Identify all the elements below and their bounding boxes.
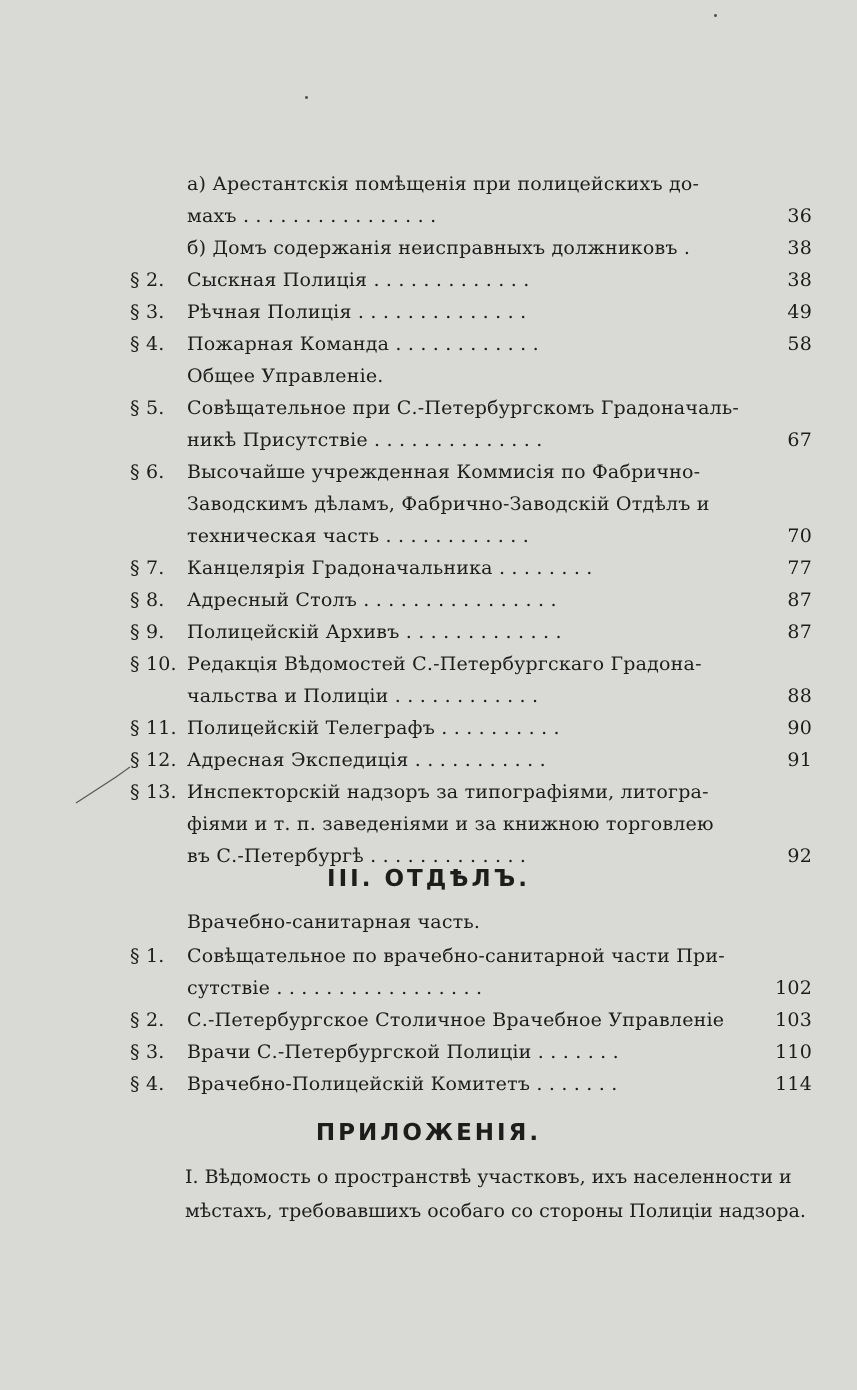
appendix-text: Вѣдомость о пространствѣ участковъ, ихъ населенности и мѣстахъ, требовавшихъ особаго со стороны Полиціи надзора. — [185, 1166, 806, 1222]
page-number: 91 — [787, 749, 812, 771]
page-number: 88 — [787, 685, 812, 707]
entry-title: Редакція Вѣдомостей С.-Петербургскаго Градона- — [187, 653, 702, 675]
appendix-number: I. — [185, 1166, 199, 1188]
entry-title: С.-Петербургское Столичное Врачебное Управленіе — [187, 1009, 725, 1031]
toc-line — [130, 808, 812, 840]
page-number: 38 — [787, 237, 812, 259]
entry-title: Канцелярія Градоначальника . . . . . . . . — [187, 557, 593, 579]
section-number: § 5. — [130, 397, 165, 419]
section-number: § 3. — [130, 301, 165, 323]
page-number: 110 — [775, 1041, 812, 1063]
entry-title: фіями и т. п. заведеніями и за книжною торговлею — [187, 813, 714, 835]
toc-line — [130, 940, 812, 972]
page-number: 90 — [787, 717, 812, 739]
toc-line — [130, 424, 812, 456]
toc-line — [130, 488, 812, 520]
toc-line — [130, 1068, 812, 1100]
toc-line — [130, 296, 812, 328]
section-number: § 1. — [130, 945, 165, 967]
toc-line — [130, 392, 812, 424]
toc-line — [130, 776, 812, 808]
section-number: § 2. — [130, 269, 165, 291]
section-number: § 9. — [130, 621, 165, 643]
entry-title: сутствіе . . . . . . . . . . . . . . . . . — [187, 977, 483, 999]
entry-title: Совѣщательное при С.-Петербургскомъ Градоначаль- — [187, 397, 740, 419]
entry-title: Полицейскій Телеграфъ . . . . . . . . . . — [187, 717, 560, 739]
toc-line — [130, 552, 812, 584]
entry-title: Полицейскій Архивъ . . . . . . . . . . . . . — [187, 621, 562, 643]
toc-line — [130, 232, 812, 264]
toc-line — [130, 584, 812, 616]
appendix-item — [185, 1160, 812, 1228]
entry-title: въ С.-Петербургѣ . . . . . . . . . . . . . — [187, 845, 527, 867]
toc-line — [130, 360, 812, 392]
section-number: § 8. — [130, 589, 165, 611]
entry-title: техническая часть . . . . . . . . . . . . — [187, 525, 530, 547]
toc-line — [130, 328, 812, 360]
section-number: § 13. — [130, 781, 177, 803]
toc-line — [130, 680, 812, 712]
section-number: § 7. — [130, 557, 165, 579]
toc-line — [130, 616, 812, 648]
entry-title: Врачи С.-Петербургской Полиціи . . . . . . . — [187, 1041, 619, 1063]
entry-title: Сыскная Полиція . . . . . . . . . . . . . — [187, 269, 530, 291]
section-number: § 6. — [130, 461, 165, 483]
appendices-heading: ПРИЛОЖЕНІЯ. — [315, 1120, 542, 1146]
section-number: § 4. — [130, 333, 165, 355]
toc-line — [130, 972, 812, 1004]
entry-title: махъ . . . . . . . . . . . . . . . . — [187, 205, 437, 227]
toc-line — [130, 200, 812, 232]
page-number: 114 — [775, 1073, 812, 1095]
section-heading-3: III. ОТДѢЛЪ. — [327, 866, 530, 892]
section-number: § 11. — [130, 717, 177, 739]
toc-line — [130, 744, 812, 776]
page-number: 103 — [775, 1009, 812, 1031]
speck — [714, 14, 717, 17]
page-number: 92 — [787, 845, 812, 867]
toc-line — [130, 520, 812, 552]
page-number: 87 — [787, 621, 812, 643]
toc-line — [130, 1004, 812, 1036]
entry-title: а) Арестантскія помѣщенія при полицейскихъ до- — [187, 173, 700, 195]
page-number: 38 — [787, 269, 812, 291]
section-number: § 10. — [130, 653, 177, 675]
entry-title: Совѣщательное по врачебно-санитарной части При- — [187, 945, 725, 967]
toc-line — [130, 264, 812, 296]
page-number: 49 — [787, 301, 812, 323]
section-number: § 12. — [130, 749, 177, 771]
entry-title: Адресная Экспедиція . . . . . . . . . . . — [187, 749, 546, 771]
page-number: 70 — [787, 525, 812, 547]
entry-title: чальства и Полиціи . . . . . . . . . . . . — [187, 685, 539, 707]
entry-title: Врачебно-Полицейскій Комитетъ . . . . . . . — [187, 1073, 618, 1095]
entry-title: б) Домъ содержанія неисправныхъ должниковъ . — [187, 237, 691, 259]
page-number: 58 — [787, 333, 812, 355]
entry-title: Заводскимъ дѣламъ, Фабрично-Заводскій Отдѣлъ и — [187, 493, 710, 515]
toc-line — [130, 1036, 812, 1068]
toc-line — [130, 648, 812, 680]
speck — [305, 96, 308, 99]
page-number: 36 — [787, 205, 812, 227]
pencil-mark — [70, 745, 170, 815]
page-number: 67 — [787, 429, 812, 451]
toc-line — [130, 456, 812, 488]
page-number: 87 — [787, 589, 812, 611]
entry-title: Высочайше учрежденная Коммисія по Фабрично- — [187, 461, 701, 483]
entry-title: никѣ Присутствіе . . . . . . . . . . . . . . — [187, 429, 543, 451]
page-number: 102 — [775, 977, 812, 999]
entry-title: Адресный Столъ . . . . . . . . . . . . . . . . — [187, 589, 557, 611]
section-number: § 2. — [130, 1009, 165, 1031]
entry-title: Пожарная Команда . . . . . . . . . . . . — [187, 333, 539, 355]
page-number: 77 — [787, 557, 812, 579]
toc-line — [130, 712, 812, 744]
entry-title: Инспекторскій надзоръ за типографіями, литогра- — [187, 781, 709, 803]
entry-title: Рѣчная Полиція . . . . . . . . . . . . . . — [187, 301, 527, 323]
entry-title: Общее Управленіе. — [187, 365, 384, 387]
section-number: § 3. — [130, 1041, 165, 1063]
toc-line — [130, 168, 812, 200]
section-subtitle: Врачебно-санитарная часть. — [187, 911, 481, 933]
section-number: § 4. — [130, 1073, 165, 1095]
